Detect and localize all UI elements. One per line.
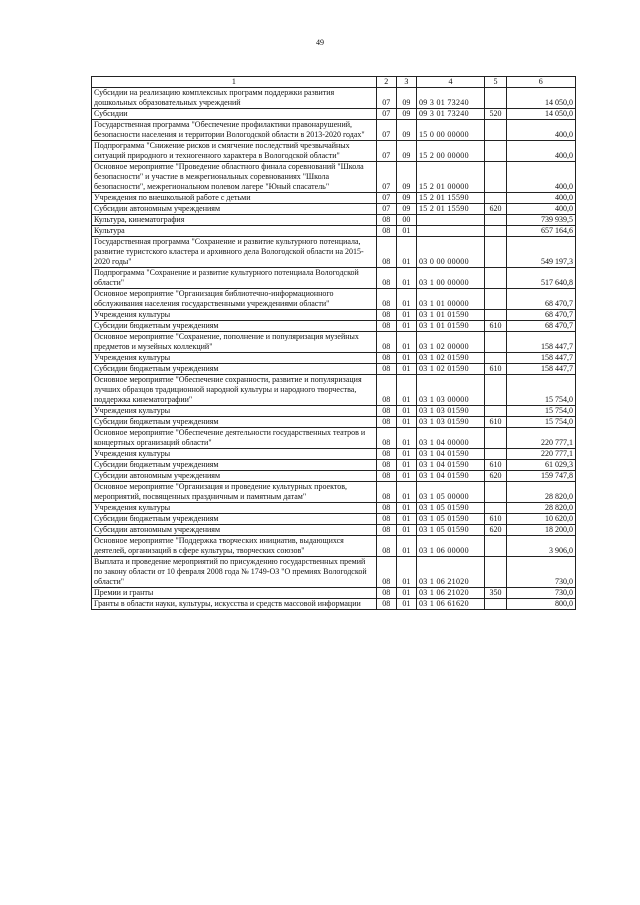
row-section: 08 [376, 514, 396, 525]
row-amount: 517 640,8 [506, 268, 575, 289]
header-col-5: 5 [485, 77, 506, 88]
row-expense-type: 620 [485, 471, 506, 482]
table-row [92, 449, 576, 460]
row-section: 08 [376, 406, 396, 417]
row-section: 07 [376, 109, 396, 120]
row-target-article: 03 1 00 00000 [416, 268, 484, 289]
row-target-article: 03 1 04 00000 [416, 428, 484, 449]
row-expense-type [485, 310, 506, 321]
row-subsection: 01 [396, 289, 416, 310]
row-amount: 730,0 [506, 557, 575, 588]
row-expense-type [485, 237, 506, 268]
row-expense-type [485, 482, 506, 503]
table-row [92, 406, 576, 417]
row-target-article: 09 3 01 73240 [416, 109, 484, 120]
row-section: 08 [376, 226, 396, 237]
row-name: Субсидии автономным учреждениям [92, 471, 377, 482]
row-amount: 158 447,7 [506, 353, 575, 364]
row-section: 08 [376, 237, 396, 268]
row-section: 08 [376, 310, 396, 321]
row-name: Учреждения культуры [92, 449, 377, 460]
table-row [92, 88, 576, 109]
row-name: Основное мероприятие "Организация и проведение культурных проектов, мероприятий, посвященных праздничным и памятным датам" [92, 482, 377, 503]
row-amount: 68 470,7 [506, 310, 575, 321]
row-expense-type [485, 226, 506, 237]
row-target-article: 03 1 06 00000 [416, 536, 484, 557]
row-name: Учреждения культуры [92, 406, 377, 417]
row-amount: 220 777,1 [506, 449, 575, 460]
table-row [92, 321, 576, 332]
row-subsection: 01 [396, 353, 416, 364]
row-expense-type [485, 536, 506, 557]
row-expense-type [485, 599, 506, 610]
table-row [92, 514, 576, 525]
table-row [92, 162, 576, 193]
row-amount: 400,0 [506, 162, 575, 193]
table-row [92, 193, 576, 204]
row-expense-type [485, 428, 506, 449]
row-expense-type [485, 120, 506, 141]
row-name: Основное мероприятие "Поддержка творческих инициатив, выдающихся деятелей, организаций в сфере культуры, творческих союзов" [92, 536, 377, 557]
row-amount: 68 470,7 [506, 321, 575, 332]
row-target-article: 15 2 01 00000 [416, 162, 484, 193]
table-row [92, 375, 576, 406]
row-subsection: 01 [396, 226, 416, 237]
row-subsection: 01 [396, 332, 416, 353]
row-subsection: 01 [396, 364, 416, 375]
row-name: Государственная программа "Обеспечение профилактики правонарушений, безопасности населения и территории Вологодской области в 2013-2020 годах" [92, 120, 377, 141]
row-section: 08 [376, 599, 396, 610]
row-expense-type: 610 [485, 417, 506, 428]
header-col-3: 3 [396, 77, 416, 88]
row-target-article: 03 1 04 01590 [416, 460, 484, 471]
row-subsection: 01 [396, 471, 416, 482]
row-amount: 14 050,0 [506, 109, 575, 120]
row-subsection: 01 [396, 588, 416, 599]
header-col-1: 1 [92, 77, 377, 88]
row-target-article: 03 1 02 00000 [416, 332, 484, 353]
row-subsection: 09 [396, 204, 416, 215]
row-expense-type [485, 268, 506, 289]
row-target-article [416, 226, 484, 237]
table-row [92, 460, 576, 471]
table-row [92, 237, 576, 268]
table-row [92, 525, 576, 536]
row-target-article: 15 2 01 15590 [416, 193, 484, 204]
row-section: 08 [376, 460, 396, 471]
row-subsection: 01 [396, 310, 416, 321]
row-name: Субсидии автономным учреждениям [92, 525, 377, 536]
header-col-2: 2 [376, 77, 396, 88]
row-subsection: 01 [396, 482, 416, 503]
row-subsection: 01 [396, 321, 416, 332]
row-target-article: 15 2 00 00000 [416, 141, 484, 162]
row-name: Субсидии бюджетным учреждениям [92, 460, 377, 471]
row-expense-type [485, 375, 506, 406]
row-amount: 14 050,0 [506, 88, 575, 109]
row-section: 07 [376, 162, 396, 193]
row-amount: 15 754,0 [506, 406, 575, 417]
row-section: 07 [376, 120, 396, 141]
row-expense-type [485, 193, 506, 204]
row-subsection: 01 [396, 514, 416, 525]
row-section: 08 [376, 321, 396, 332]
row-amount: 800,0 [506, 599, 575, 610]
row-target-article: 03 1 05 01590 [416, 503, 484, 514]
row-amount: 3 906,0 [506, 536, 575, 557]
row-target-article: 03 1 04 01590 [416, 471, 484, 482]
row-amount: 657 164,6 [506, 226, 575, 237]
table-row [92, 332, 576, 353]
row-target-article: 03 1 06 21020 [416, 557, 484, 588]
row-section: 08 [376, 525, 396, 536]
row-target-article: 03 1 03 00000 [416, 375, 484, 406]
table-row [92, 557, 576, 588]
row-target-article: 03 1 01 01590 [416, 310, 484, 321]
row-expense-type [485, 353, 506, 364]
row-target-article: 15 2 01 15590 [416, 204, 484, 215]
row-section: 08 [376, 215, 396, 226]
row-section: 08 [376, 353, 396, 364]
row-subsection: 01 [396, 599, 416, 610]
table-row [92, 588, 576, 599]
row-expense-type [485, 332, 506, 353]
header-col-6: 6 [506, 77, 575, 88]
table-row [92, 120, 576, 141]
row-expense-type: 610 [485, 364, 506, 375]
row-subsection: 09 [396, 109, 416, 120]
row-name: Учреждения культуры [92, 310, 377, 321]
table-header-row [92, 77, 576, 88]
row-expense-type [485, 406, 506, 417]
row-section: 07 [376, 193, 396, 204]
row-target-article: 03 0 00 00000 [416, 237, 484, 268]
row-name: Основное мероприятие "Обеспечение сохранности, развитие и популяризация лучших образцов традиционной народной культуры и народного творчества, поддержка кинематографии" [92, 375, 377, 406]
row-section: 08 [376, 332, 396, 353]
row-section: 07 [376, 88, 396, 109]
row-name: Субсидии [92, 109, 377, 120]
row-expense-type: 610 [485, 321, 506, 332]
row-subsection: 01 [396, 503, 416, 514]
row-name: Учреждения культуры [92, 503, 377, 514]
row-subsection: 09 [396, 120, 416, 141]
row-target-article: 03 1 01 00000 [416, 289, 484, 310]
row-target-article: 03 1 06 21020 [416, 588, 484, 599]
row-target-article: 09 3 01 73240 [416, 88, 484, 109]
row-amount: 730,0 [506, 588, 575, 599]
row-amount: 159 747,8 [506, 471, 575, 482]
row-target-article: 15 0 00 00000 [416, 120, 484, 141]
row-subsection: 01 [396, 237, 416, 268]
row-expense-type: 620 [485, 525, 506, 536]
row-amount: 400,0 [506, 141, 575, 162]
table-row [92, 471, 576, 482]
row-amount: 61 029,3 [506, 460, 575, 471]
row-section: 07 [376, 204, 396, 215]
row-amount: 18 200,0 [506, 525, 575, 536]
row-name: Основное мероприятие "Сохранение, пополнение и популяризация музейных предметов и музейных коллекций" [92, 332, 377, 353]
row-expense-type [485, 162, 506, 193]
row-section: 08 [376, 503, 396, 514]
row-expense-type [485, 449, 506, 460]
row-name: Субсидии бюджетным учреждениям [92, 514, 377, 525]
row-expense-type: 620 [485, 204, 506, 215]
row-target-article: 03 1 03 01590 [416, 406, 484, 417]
row-expense-type [485, 289, 506, 310]
table-row [92, 204, 576, 215]
row-name: Подпрограмма "Сохранение и развитие культурного потенциала Вологодской области" [92, 268, 377, 289]
row-target-article: 03 1 06 61620 [416, 599, 484, 610]
row-expense-type: 610 [485, 514, 506, 525]
row-amount: 158 447,7 [506, 364, 575, 375]
row-amount: 739 939,5 [506, 215, 575, 226]
row-subsection: 01 [396, 525, 416, 536]
row-target-article: 03 1 01 01590 [416, 321, 484, 332]
row-target-article [416, 215, 484, 226]
row-section: 08 [376, 375, 396, 406]
row-amount: 400,0 [506, 120, 575, 141]
row-subsection: 01 [396, 428, 416, 449]
row-section: 08 [376, 268, 396, 289]
row-name: Субсидии автономным учреждениям [92, 204, 377, 215]
row-amount: 549 197,3 [506, 237, 575, 268]
table-row [92, 226, 576, 237]
row-amount: 15 754,0 [506, 417, 575, 428]
budget-table [91, 76, 576, 610]
row-name: Субсидии на реализацию комплексных программ поддержки развития дошкольных образовательных учреждений [92, 88, 377, 109]
row-section: 08 [376, 588, 396, 599]
row-subsection: 09 [396, 162, 416, 193]
row-name: Гранты в области науки, культуры, искусства и средств массовой информации [92, 599, 377, 610]
row-name: Основное мероприятие "Проведение областного финала соревнований "Школа безопасности" и участие в межрегиональных соревнованиях "Школа безопасности", межрегиональном полевом лагере "Юный спасатель" [92, 162, 377, 193]
row-name: Культура [92, 226, 377, 237]
row-subsection: 01 [396, 406, 416, 417]
row-amount: 400,0 [506, 193, 575, 204]
table-row [92, 364, 576, 375]
row-section: 08 [376, 428, 396, 449]
table-row [92, 417, 576, 428]
table-row [92, 141, 576, 162]
row-target-article: 03 1 02 01590 [416, 364, 484, 375]
row-name: Культура, кинематография [92, 215, 377, 226]
table-row [92, 428, 576, 449]
row-section: 08 [376, 417, 396, 428]
row-name: Учреждения культуры [92, 353, 377, 364]
row-amount: 28 820,0 [506, 503, 575, 514]
row-subsection: 01 [396, 375, 416, 406]
row-subsection: 01 [396, 460, 416, 471]
row-name: Основное мероприятие "Обеспечение деятельности государственных театров и концертных организаций области" [92, 428, 377, 449]
row-name: Субсидии бюджетным учреждениям [92, 321, 377, 332]
row-target-article: 03 1 05 01590 [416, 514, 484, 525]
row-subsection: 09 [396, 193, 416, 204]
table-row [92, 353, 576, 364]
row-amount: 28 820,0 [506, 482, 575, 503]
row-target-article: 03 1 04 01590 [416, 449, 484, 460]
row-name: Выплата и проведение мероприятий по присуждению государственных премий по закону области от 10 февраля 2008 года № 1749-ОЗ "О премиях Вологодской области" [92, 557, 377, 588]
row-amount: 15 754,0 [506, 375, 575, 406]
row-section: 08 [376, 536, 396, 557]
row-name: Основное мероприятие "Организация библиотечно-информационного обслуживания населения государственными учреждениями области" [92, 289, 377, 310]
row-section: 08 [376, 471, 396, 482]
row-expense-type [485, 557, 506, 588]
row-amount: 158 447,7 [506, 332, 575, 353]
table-row [92, 599, 576, 610]
row-target-article: 03 1 03 01590 [416, 417, 484, 428]
row-subsection: 00 [396, 215, 416, 226]
row-amount: 400,0 [506, 204, 575, 215]
row-target-article: 03 1 05 00000 [416, 482, 484, 503]
table-row [92, 215, 576, 226]
row-target-article: 03 1 02 01590 [416, 353, 484, 364]
page-number: 49 [316, 38, 324, 47]
table-row [92, 268, 576, 289]
row-target-article: 03 1 05 01590 [416, 525, 484, 536]
row-amount: 10 620,0 [506, 514, 575, 525]
row-expense-type: 610 [485, 460, 506, 471]
row-expense-type: 520 [485, 109, 506, 120]
row-subsection: 01 [396, 417, 416, 428]
row-section: 08 [376, 364, 396, 375]
row-expense-type [485, 88, 506, 109]
row-subsection: 01 [396, 557, 416, 588]
row-section: 08 [376, 289, 396, 310]
row-amount: 68 470,7 [506, 289, 575, 310]
row-section: 08 [376, 557, 396, 588]
table-row [92, 482, 576, 503]
table-row [92, 109, 576, 120]
row-name: Подпрограмма "Снижение рисков и смягчение последствий чрезвычайных ситуаций природного и техногенного характера в Вологодской области" [92, 141, 377, 162]
table-row [92, 310, 576, 321]
row-amount: 220 777,1 [506, 428, 575, 449]
row-expense-type: 350 [485, 588, 506, 599]
row-name: Субсидии бюджетным учреждениям [92, 417, 377, 428]
row-expense-type [485, 215, 506, 226]
row-expense-type [485, 141, 506, 162]
row-section: 08 [376, 449, 396, 460]
row-expense-type [485, 503, 506, 514]
row-section: 07 [376, 141, 396, 162]
row-subsection: 01 [396, 449, 416, 460]
row-section: 08 [376, 482, 396, 503]
row-subsection: 09 [396, 88, 416, 109]
row-name: Учреждения по внешкольной работе с детьми [92, 193, 377, 204]
row-name: Государственная программа "Сохранение и развитие культурного потенциала, развитие туристского кластера и архивного дела Вологодской области на 2015-2020 годы" [92, 237, 377, 268]
row-subsection: 09 [396, 141, 416, 162]
row-name: Субсидии бюджетным учреждениям [92, 364, 377, 375]
table-row [92, 289, 576, 310]
table-row [92, 503, 576, 514]
header-col-4: 4 [416, 77, 484, 88]
row-name: Премии и гранты [92, 588, 377, 599]
row-subsection: 01 [396, 268, 416, 289]
table-row [92, 536, 576, 557]
row-subsection: 01 [396, 536, 416, 557]
